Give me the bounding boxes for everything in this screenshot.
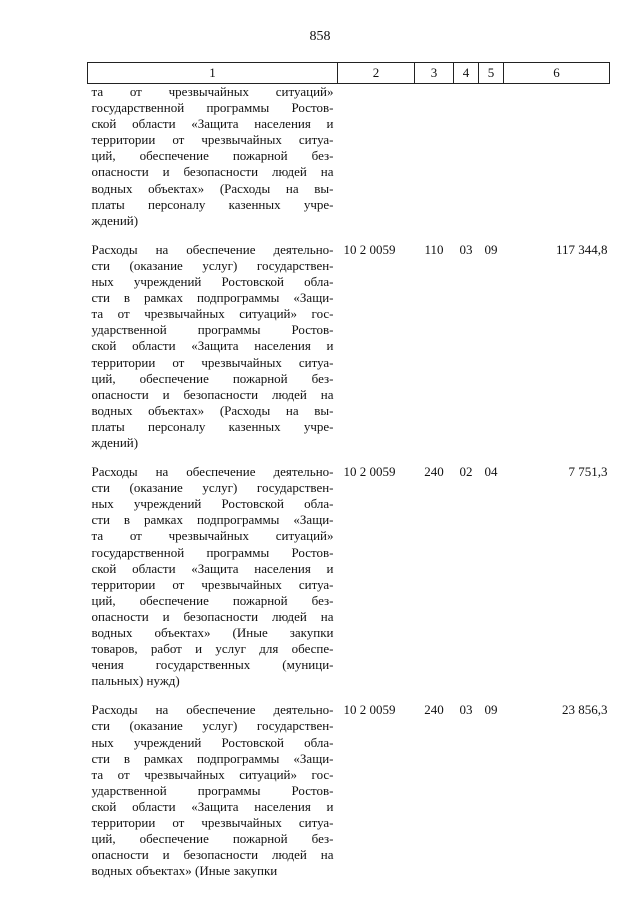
description-line: государственной программы Ростов- <box>91 544 334 560</box>
description-line: водных объектах» (Расходы на вы- <box>91 402 334 418</box>
row-spacer <box>88 451 610 464</box>
description-line: та от чрезвычайных ситуаций» <box>91 528 334 544</box>
description-line: сти (оказание услуг) государствен- <box>91 480 334 496</box>
row-spacer <box>88 229 610 242</box>
section-code: 02 <box>459 464 473 480</box>
budget-table <box>87 62 610 879</box>
table-body <box>88 84 610 880</box>
row-spacer-cell <box>88 229 610 242</box>
description-line: ской области «Защита населения и <box>91 338 334 354</box>
description-line: ных учреждений Ростовской обла- <box>91 274 334 290</box>
page-number: 858 <box>309 29 331 44</box>
table-header-row <box>88 63 610 84</box>
target-article-code: 10 2 0059 <box>343 464 396 480</box>
expense-type-code <box>415 84 454 229</box>
amount <box>504 84 610 229</box>
table-row <box>88 84 610 229</box>
section-code <box>454 84 479 229</box>
header-col-3: 3 <box>415 63 454 84</box>
table-row <box>88 242 610 451</box>
description-line: опасности и безопасности людей на <box>91 608 334 624</box>
subsection-code: 09 <box>484 702 498 718</box>
header-col-6: 6 <box>504 63 610 84</box>
description-line: территории от чрезвычайных ситуа- <box>91 576 334 592</box>
description-line: ждений) <box>91 434 139 450</box>
description-line: территории от чрезвычайных ситуа- <box>91 132 334 148</box>
description-line: ударственной программы Ростов- <box>91 322 334 338</box>
expense-description <box>88 242 338 451</box>
description-line: водных объектах» (Расходы на вы- <box>91 180 334 196</box>
table-row <box>88 464 610 689</box>
description-line: та от чрезвычайных ситуаций» <box>91 84 334 99</box>
description-line: ской области «Защита населения и <box>91 798 334 814</box>
amount: 23 856,3 <box>562 702 608 718</box>
description-line: территории от чрезвычайных ситуа- <box>91 815 334 831</box>
description-line: пальных) нужд) <box>91 673 180 689</box>
row-spacer-cell <box>88 689 610 702</box>
table-row <box>88 702 610 879</box>
description-line: опасности и безопасности людей на <box>91 164 334 180</box>
description-line: та от чрезвычайных ситуаций» гос- <box>91 306 334 322</box>
row-spacer <box>88 689 610 702</box>
description-line: чения государственных (муници- <box>91 657 334 673</box>
description-line: ций, обеспечение пожарной без- <box>91 831 334 847</box>
description-line: ударственной программы Ростов- <box>91 782 334 798</box>
description-line: территории от чрезвычайных ситуа- <box>91 354 334 370</box>
description-line: водных объектах» (Иные закупки <box>91 625 334 640</box>
target-article-code <box>338 84 415 229</box>
description-line: ской области «Защита населения и <box>91 560 334 576</box>
description-line: Расходы на обеспечение деятельно- <box>91 464 334 480</box>
section-code: 03 <box>459 702 473 718</box>
target-article-code: 10 2 0059 <box>343 241 396 257</box>
description-line: та от чрезвычайных ситуаций» гос- <box>91 766 334 782</box>
expense-description <box>88 702 338 879</box>
subsection-code <box>479 84 504 229</box>
description-line: ций, обеспечение пожарной без- <box>91 592 334 608</box>
header-col-1: 1 <box>88 63 338 84</box>
expense-type-code: 240 <box>424 464 444 480</box>
description-line: сти в рамках подпрограммы «Защи- <box>91 290 334 306</box>
amount: 117 344,8 <box>555 241 608 257</box>
description-line: ных учреждений Ростовской обла- <box>91 496 334 512</box>
expense-type-code: 240 <box>424 702 444 718</box>
description-line: сти (оказание услуг) государствен- <box>91 718 334 734</box>
description-line: платы персоналу казенных учре- <box>91 418 334 434</box>
description-line: ской области «Защита населения и <box>91 116 334 132</box>
target-article-code: 10 2 0059 <box>343 702 396 718</box>
subsection-code: 09 <box>484 241 498 257</box>
description-line: государственной программы Ростов- <box>91 100 334 116</box>
section-code: 03 <box>459 241 473 257</box>
description-line: сти (оказание услуг) государствен- <box>91 257 334 273</box>
subsection-code: 04 <box>484 464 498 480</box>
expense-description <box>88 464 338 689</box>
description-line: водных объектах» (Иные закупки <box>91 863 278 879</box>
header-col-5: 5 <box>479 63 504 84</box>
description-line: ждений) <box>91 212 139 228</box>
header-col-4: 4 <box>454 63 479 84</box>
description-line: ций, обеспечение пожарной без- <box>91 370 334 386</box>
row-spacer-cell <box>88 451 610 464</box>
expense-type-code: 110 <box>424 241 444 257</box>
amount: 7 751,3 <box>568 464 608 480</box>
description-line: сти в рамках подпрограммы «Защи- <box>91 512 334 528</box>
description-line: опасности и безопасности людей на <box>91 386 334 402</box>
description-line: Расходы на обеспечение деятельно- <box>91 702 334 718</box>
description-line: сти в рамках подпрограммы «Защи- <box>91 750 334 766</box>
header-col-2: 2 <box>338 63 415 84</box>
description-line: ций, обеспечение пожарной без- <box>91 148 334 164</box>
expense-description <box>88 84 338 229</box>
description-line: платы персоналу казенных учре- <box>91 196 334 212</box>
description-line: товаров, работ и услуг для обеспе- <box>91 641 334 657</box>
description-line: Расходы на обеспечение деятельно- <box>91 241 334 257</box>
description-line: опасности и безопасности людей на <box>91 847 334 863</box>
description-line: ных учреждений Ростовской обла- <box>91 734 334 750</box>
